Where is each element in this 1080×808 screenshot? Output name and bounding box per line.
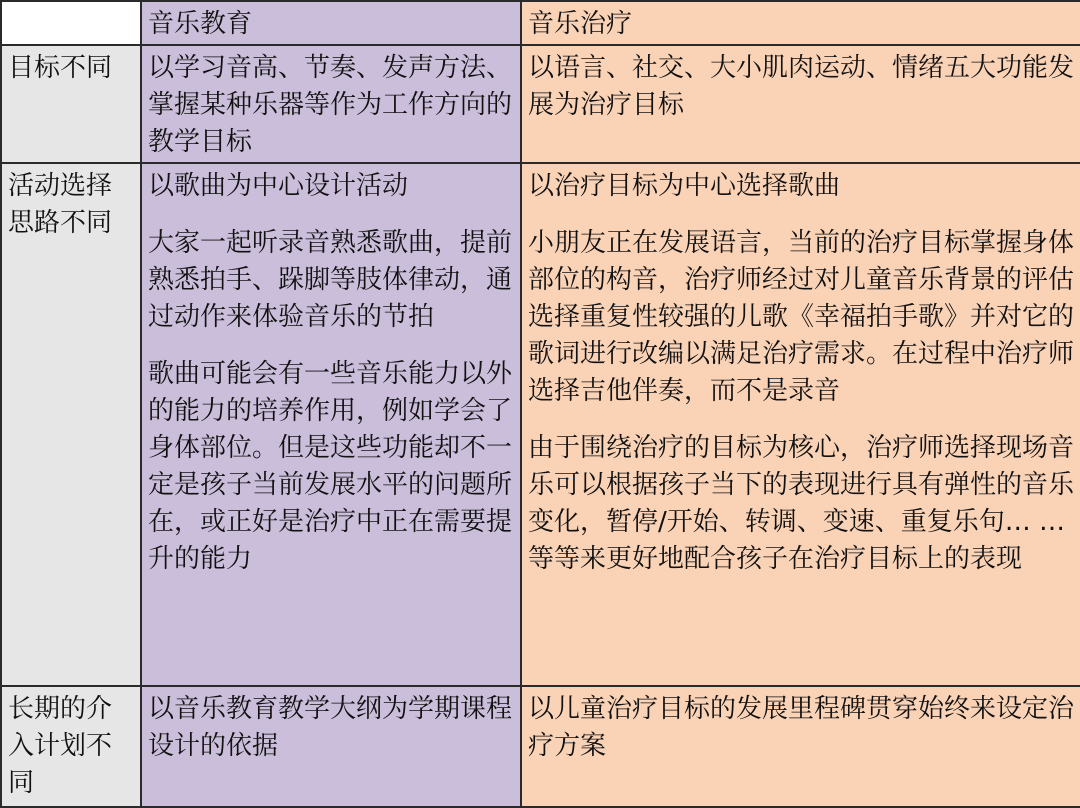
cell-paragraph: 歌曲可能会有一些音乐能力以外的能力的培养作用，例如学会了身体部位。但是这些功能却不一定是孩子当前发展水平的问题所在，或正好是治疗中正在需要提升的能力 <box>148 359 513 574</box>
cell-paragraph: 以歌曲为中心设计活动 <box>148 171 409 201</box>
cell-paragraph: 以儿童治疗目标的发展里程碑贯穿始终来设定治疗方案 <box>528 694 1075 761</box>
table-row <box>1 163 1080 686</box>
cell-paragraph: 以学习音高、节奏、发声方法、掌握某种乐器等作为工作方向的教学目标 <box>148 53 513 157</box>
cell-paragraph: 以治疗目标为中心选择歌曲 <box>528 171 841 201</box>
table-row <box>1 45 1080 163</box>
education-cell-goal <box>141 45 521 163</box>
row-label-activity: 活动选择思路不同 <box>1 163 141 686</box>
therapy-cell-long-term-plan <box>521 686 1080 807</box>
cell-paragraph: 由于围绕治疗的目标为核心，治疗师选择现场音乐可以根据孩子当下的表现进行具有弹性的音乐变化，暂停/开始、转调、变速、重复乐句… …等等来更好地配合孩子在治疗目标上的表现 <box>528 433 1075 574</box>
education-cell-long-term-plan <box>141 686 521 807</box>
cell-paragraph: 大家一起听录音熟悉歌曲，提前熟悉拍手、跺脚等肢体律动，通过动作来体验音乐的节拍 <box>148 228 513 332</box>
header-music-therapy: 音乐治疗 <box>521 1 1080 45</box>
row-label-long-term-plan: 长期的介入计划不同 <box>1 686 141 807</box>
header-corner-cell <box>1 1 141 45</box>
cell-paragraph: 以音乐教育教学大纲为学期课程设计的依据 <box>148 694 513 761</box>
table-row <box>1 686 1080 807</box>
header-row <box>1 1 1080 45</box>
therapy-cell-activity <box>521 163 1080 686</box>
header-music-education: 音乐教育 <box>141 1 521 45</box>
cell-paragraph: 小朋友正在发展语言，当前的治疗目标掌握身体部位的构音，治疗师经过对儿童音乐背景的评估选择重复性较强的儿歌《幸福拍手歌》并对它的歌词进行改编以满足治疗需求。在过程中治疗师选择吉他伴奏，而不是录音 <box>528 228 1075 406</box>
cell-paragraph: 以语言、社交、大小肌肉运动、情绪五大功能发展为治疗目标 <box>528 53 1075 120</box>
education-cell-activity <box>141 163 521 686</box>
row-label-goal: 目标不同 <box>1 45 141 163</box>
therapy-cell-goal <box>521 45 1080 163</box>
